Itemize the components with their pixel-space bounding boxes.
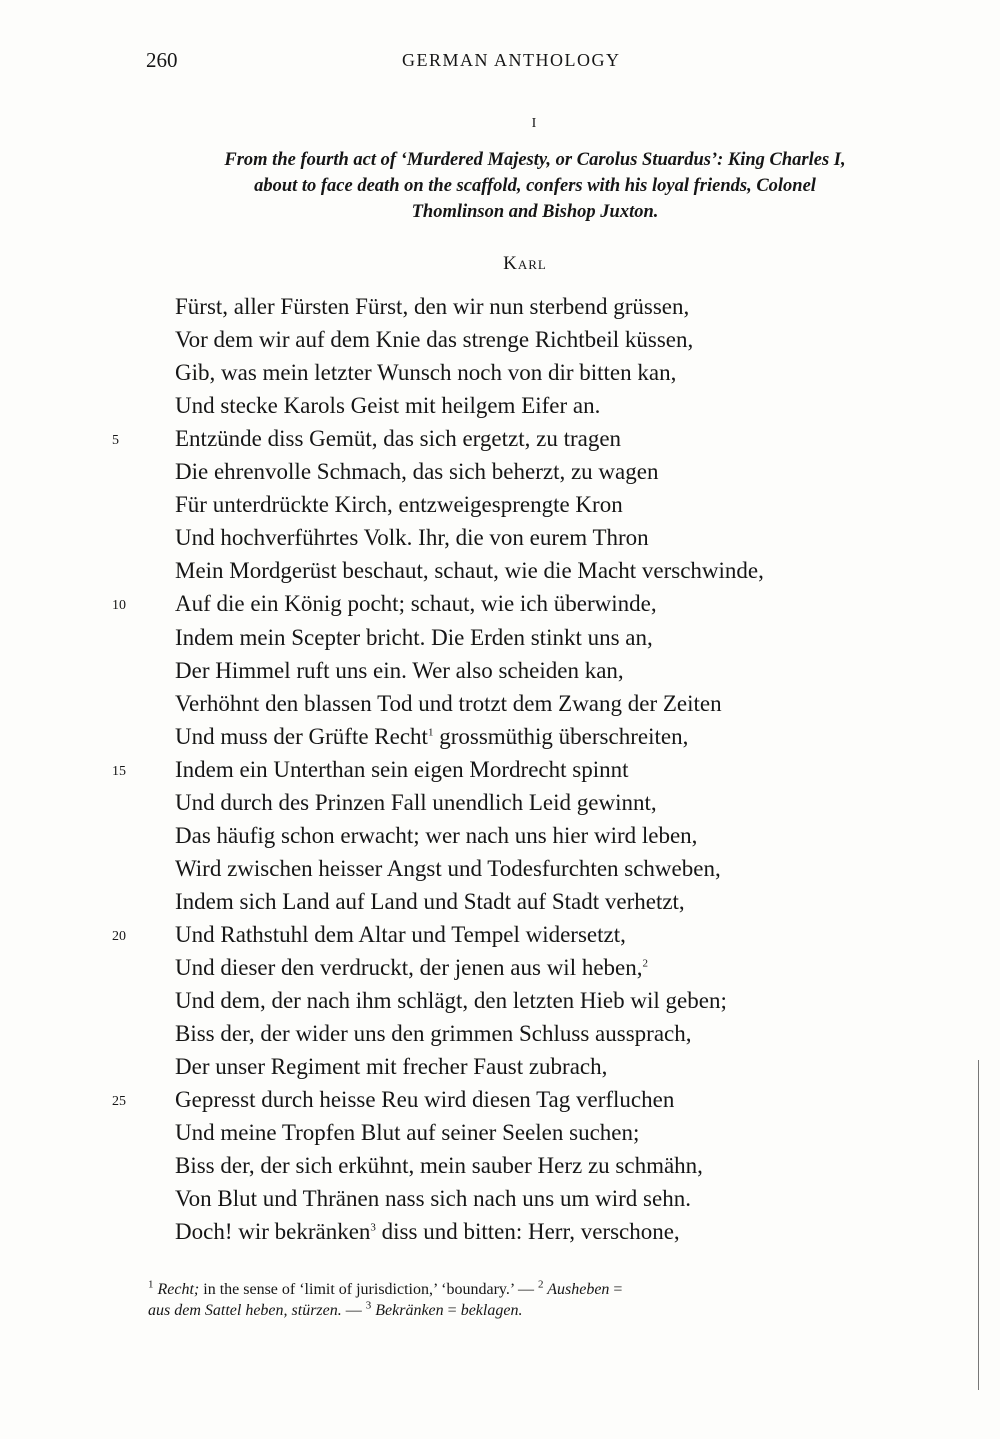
- poem-line-main: Biss der, der wider uns den grimmen Schluss aussprach,: [175, 1021, 692, 1047]
- poem-line-main: Gepresst durch heisse Reu wird diesen Tag verfluchen: [175, 1087, 675, 1113]
- poem-line-text: [175, 459, 658, 485]
- poem-line: [0, 955, 1000, 988]
- poem-line-main: Doch! wir bekränken: [175, 1219, 371, 1245]
- poem-line-text: [175, 658, 624, 684]
- poem-line-main: Wird zwischen heisser Angst und Todesfurchten schweben,: [175, 855, 721, 881]
- footnote-term: Ausheben: [547, 1281, 610, 1298]
- poem-line: [0, 1054, 1000, 1087]
- footnote-term: Bekränken: [375, 1302, 444, 1319]
- footnote-definition: aus dem Sattel heben, stürzen.: [148, 1302, 342, 1319]
- poem-line: [0, 1021, 1000, 1054]
- poem-line-main: Und durch des Prinzen Fall unendlich Leid gewinnt,: [175, 789, 657, 815]
- poem-line-main: Und hochverführtes Volk. Ihr, die von eurem Thron: [175, 525, 649, 551]
- poem-line: [0, 724, 1000, 757]
- poem-line-text: [175, 889, 685, 915]
- poem-line: [0, 360, 1000, 393]
- poem-line-text: [175, 988, 727, 1014]
- poem-line: [0, 459, 1000, 492]
- poem-line-text: [175, 1021, 692, 1047]
- poem-line-text: [175, 922, 626, 948]
- poem-line-text: [175, 525, 649, 551]
- speaker-heading: Karl: [503, 253, 547, 274]
- poem-line-main: Die ehrenvolle Schmach, das sich beherzt, zu wagen: [175, 459, 659, 485]
- poem-line-main: Mein Mordgerüst beschaut, schaut, wie die Macht verschwinde,: [175, 558, 764, 584]
- poem-line-text: [175, 625, 653, 651]
- intro-note: [140, 147, 930, 225]
- page-header: [0, 48, 1000, 78]
- poem-line: [0, 1153, 1000, 1186]
- poem-line-text: [175, 492, 623, 518]
- poem-line-text: [175, 393, 600, 419]
- section-number: I: [531, 116, 537, 131]
- poem-line: [0, 1087, 1000, 1120]
- poem-line: [0, 790, 1000, 823]
- footnote-mark: 3: [365, 1299, 372, 1312]
- footnote-mark: 2: [538, 1278, 544, 1291]
- footnote-equals: =: [609, 1281, 623, 1298]
- poem-line-main: Fürst, aller Fürsten Fürst, den wir nun sterbend grüssen,: [175, 294, 690, 319]
- line-number: 25: [112, 1094, 126, 1110]
- footnote-equals: =: [443, 1302, 461, 1319]
- poem-line-text: [175, 691, 722, 717]
- poem-line-text: [175, 955, 648, 981]
- poem-line-main: Der unser Regiment mit frecher Faust zubrach,: [175, 1054, 608, 1080]
- poem-line-text: [175, 1054, 607, 1080]
- poem-line-text: [175, 790, 657, 816]
- intro-line: From the fourth act of ‘Murdered Majesty, or Carolus Stuardus’: King Charles I,: [224, 150, 846, 170]
- footnote-definition: beklagen.: [460, 1302, 523, 1319]
- poem-line-text: [175, 591, 657, 617]
- line-number: 20: [112, 928, 126, 944]
- poem-line: [0, 889, 1000, 922]
- poem-line-text: [175, 1186, 691, 1212]
- footnote-reference: 2: [642, 957, 649, 970]
- poem-line-main: Entzünde diss Gemüt, das sich ergetzt, zu tragen: [175, 426, 622, 452]
- line-number: 5: [112, 433, 119, 449]
- poem-line: [0, 823, 1000, 856]
- poem-line-main: Und stecke Karols Geist mit heilgem Eifer an.: [175, 393, 601, 419]
- poem-line: [0, 658, 1000, 691]
- footnote-term: Recht;: [157, 1281, 200, 1298]
- footnote-reference: 3: [370, 1221, 376, 1234]
- poem-line: [0, 922, 1000, 955]
- poem-line: [0, 691, 1000, 724]
- poem-line: [0, 294, 1000, 327]
- poem-line-text: [175, 724, 688, 750]
- footnote-reference: 1: [427, 725, 434, 738]
- footnotes: [148, 1279, 928, 1321]
- poem-line-main: Indem sich Land auf Land und Stadt auf Stadt verhetzt,: [175, 888, 685, 914]
- poem-line: [0, 327, 1000, 360]
- poem-line-text: [175, 558, 764, 584]
- poem-line: [0, 1120, 1000, 1153]
- poem-line: [0, 625, 1000, 658]
- intro-line: about to face death on the scaffold, confers with his loyal friends, Colonel: [254, 176, 816, 196]
- poem-line-main: Und dem, der nach ihm schlägt, den letzten Hieb wil geben;: [175, 988, 727, 1014]
- poem-line: [0, 1186, 1000, 1219]
- poem-line: [0, 492, 1000, 525]
- poem-line-text: [175, 1219, 680, 1245]
- poem-line: [0, 856, 1000, 889]
- poem-line-text: [175, 360, 676, 386]
- running-title: GERMAN ANTHOLOGY: [402, 50, 621, 70]
- poem-line-main: Vor dem wir auf dem Knie das strenge Richtbeil küssen,: [175, 327, 694, 353]
- poem-line: [0, 757, 1000, 790]
- poem-line-text: [175, 327, 693, 353]
- poem-line-text: [175, 1120, 639, 1146]
- poem-line-main: Indem ein Unterthan sein eigen Mordrecht spinnt: [175, 756, 629, 782]
- poem-line-text: [175, 1087, 674, 1113]
- poem-line-main: Und meine Tropfen Blut auf seiner Seelen suchen;: [175, 1120, 640, 1146]
- poem-line-text: [175, 823, 697, 849]
- poem-line-main: Das häufig schon erwacht; wer nach uns hier wird leben,: [175, 822, 698, 848]
- poem-line: [0, 426, 1000, 459]
- poem-line: [0, 988, 1000, 1021]
- poem-line-main: Biss der, der sich erkühnt, mein sauber Herz zu schmähn,: [175, 1153, 703, 1179]
- poem-line-text: [175, 1153, 703, 1179]
- poem-line-rest: diss und bitten: Herr, verschone,: [375, 1219, 680, 1245]
- poem-line: [0, 525, 1000, 558]
- poem-line-text: [175, 856, 721, 882]
- poem-line-rest: grossmüthig überschreiten,: [433, 723, 689, 749]
- line-number: 15: [112, 763, 126, 779]
- poem-line-text: [175, 426, 621, 452]
- line-number: 10: [112, 598, 126, 614]
- poem-line-text: [175, 294, 689, 320]
- intro-line: Thomlinson and Bishop Juxton.: [411, 202, 659, 222]
- poem-line-text: [175, 757, 629, 783]
- poem-line-main: Von Blut und Thränen nass sich nach uns um wird sehn.: [175, 1186, 691, 1212]
- footnote-mark: 1: [148, 1278, 154, 1291]
- poem-line-main: Indem mein Scepter bricht. Die Erden stinkt uns an,: [175, 624, 653, 650]
- poem-line-main: Gib, was mein letzter Wunsch noch von dir bitten kan,: [175, 360, 677, 386]
- poem-line-main: Und Rathstuhl dem Altar und Tempel widersetzt,: [175, 921, 626, 947]
- poem-line-main: Auf die ein König pocht; schaut, wie ich überwinde,: [175, 591, 657, 617]
- poem-line-main: Für unterdrückte Kirch, entzweigesprengte Kron: [175, 492, 623, 518]
- footnote-separator: —: [341, 1302, 366, 1319]
- poem-line-main: Der Himmel ruft uns ein. Wer also scheiden kan,: [175, 657, 624, 683]
- poem-line-main: Und muss der Grüfte Recht: [175, 723, 428, 749]
- scan-edge-line: [978, 1060, 979, 1390]
- poem-line: [0, 1219, 1000, 1252]
- poem-line: [0, 591, 1000, 624]
- footnote-text: in the sense of ‘limit of jurisdiction,’ ‘boundary.’ —: [199, 1281, 538, 1298]
- poem-line: [0, 393, 1000, 426]
- poem-line-main: Verhöhnt den blassen Tod und trotzt dem Zwang der Zeiten: [175, 690, 722, 716]
- poem-line: [0, 558, 1000, 591]
- page-number: 260: [146, 48, 178, 72]
- poem-line-main: Und dieser den verdruckt, der jenen aus wil heben,: [175, 955, 643, 980]
